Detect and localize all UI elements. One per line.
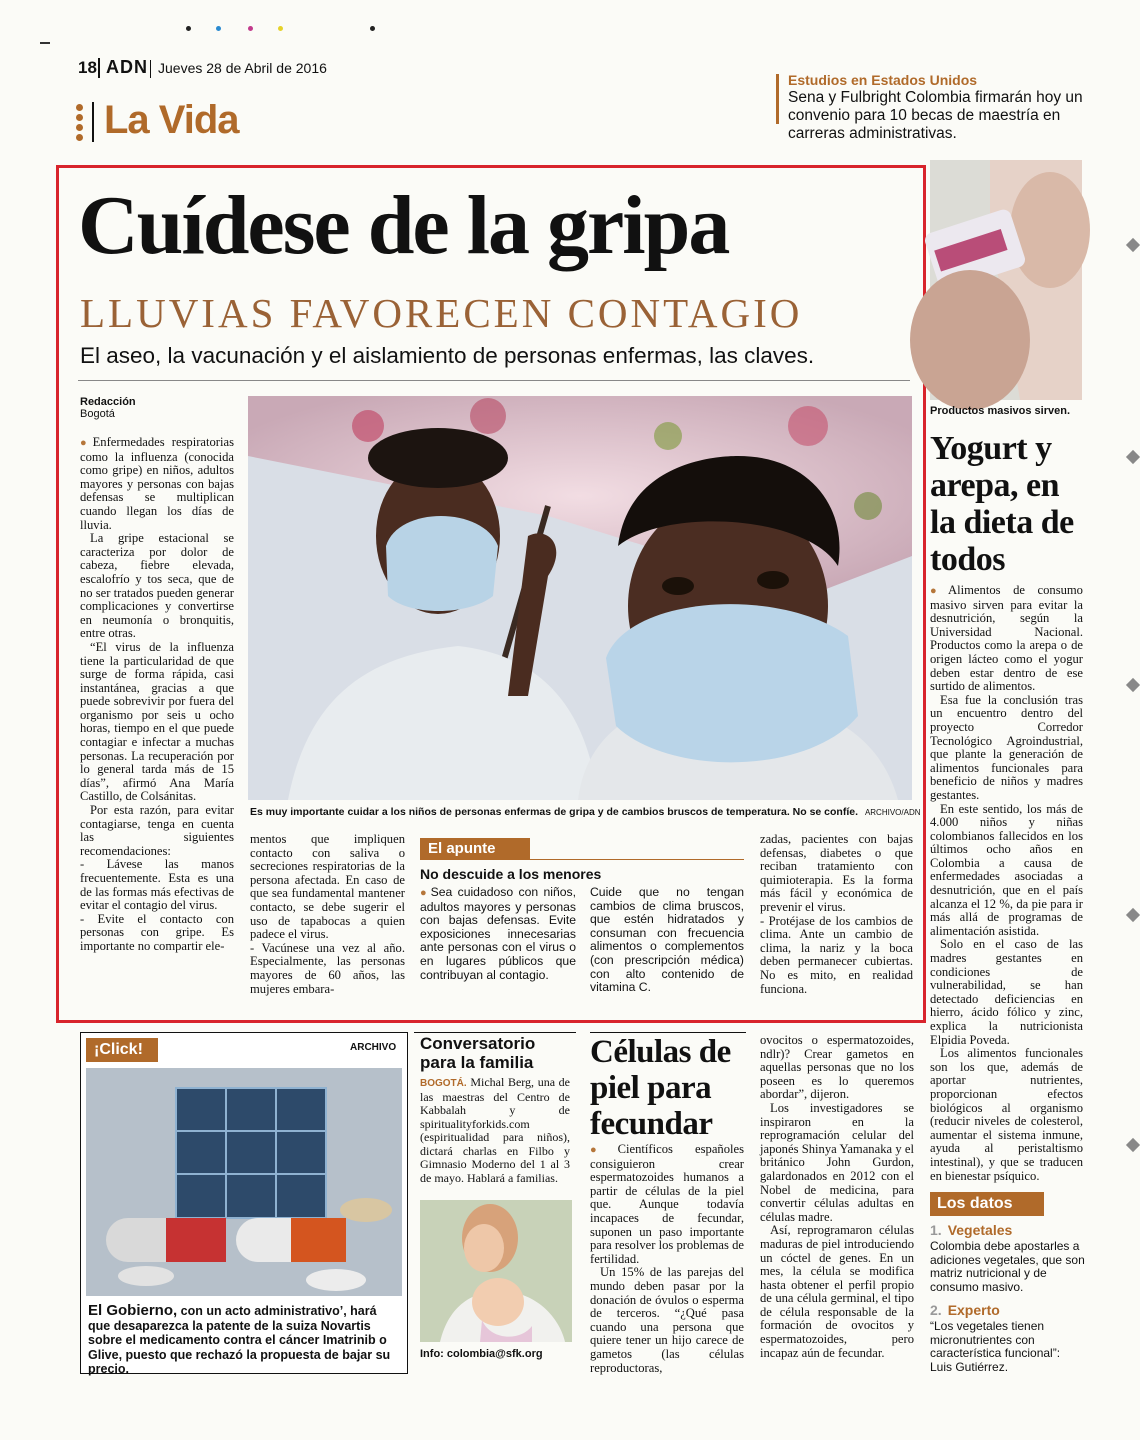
teaser-rule xyxy=(776,74,779,124)
dateline-city: Bogotá xyxy=(80,408,115,420)
click-lead: El Gobierno, xyxy=(88,1302,178,1319)
click-photo xyxy=(86,1068,402,1296)
main-column-1 xyxy=(80,436,234,954)
section-dots-icon xyxy=(76,104,84,142)
conversatorio-text: Michal Berg, una de las maestras del Centro de Kabbalah y de spiritualityforkids.com (espiritualidad para niños), dictará charlas en Filbo y Gimnasio Moderno del 1 al 3 de mayo. Hablará a familias. xyxy=(420,1075,570,1185)
brand-logo: ADN xyxy=(106,57,148,77)
datos-item-heading xyxy=(930,1302,1085,1318)
celulas-rule xyxy=(590,1032,746,1033)
datos-item-text: “Los vegetales tienen micronutrientes con característica funcional”: Luis Gutiérrez. xyxy=(930,1319,1061,1374)
apunte-rule xyxy=(530,859,744,860)
bullet-icon: ● xyxy=(590,1144,616,1156)
paragraph: Así, reprogramaron células maduras de piel introduciendo un cóctel de genes. En un mes, la célula se modifica hasta obtener el perfil propio de una célula germinal, el tipo de célula responsable de la formación de ovocitos y espermatozoides, pero incapaz aún de fecundar. xyxy=(760,1223,914,1360)
main-subhead: LLUVIAS FAVORECEN CONTAGIO xyxy=(80,290,803,336)
datos-item-title: Vegetales xyxy=(947,1222,1013,1238)
mother-and-child-image xyxy=(420,1200,572,1342)
photo-credit: ARCHIVO/ADN xyxy=(864,808,921,817)
main-photo xyxy=(248,396,912,800)
conversatorio-photo xyxy=(420,1200,572,1342)
deck-rule xyxy=(78,380,910,381)
section-title: La Vida xyxy=(104,98,239,142)
paragraph: Los alimentos funcionales son los que, además de aportar nutrientes, proporcionan efectos biológicos al organismo (reducir niveles de colesterol, aumentar el sistema inmune, ayuda al peristaltismo intestinal), y que se traducen en bienestar psíquico. xyxy=(930,1046,1083,1183)
paragraph: Esa fue la conclusión tras un encuentro dentro del proyecto Corredor Tecnológico Agroindustrial, que plante la generación de alimentos funcionales para beneficio de niños y madres gestantes. xyxy=(930,692,1083,802)
paragraph: zadas, pacientes con bajas defensas, diabetes o que reciban tratamiento con quimioterapia. Es la forma más fácil y económica de prevenir el virus. xyxy=(760,832,913,914)
bullet-icon: ● xyxy=(930,585,947,597)
apunte-title: No descuide a los menores xyxy=(420,866,602,882)
side-photo xyxy=(930,160,1082,400)
paragraph: Un 15% de las parejas del mundo deben pasar por la donación de óvulos o esperma de terceros. “¿Qué pasa cuando una persona que quiere tener un hijo carece de gametos (las células reproductoras, xyxy=(590,1265,744,1375)
side-body xyxy=(930,584,1083,1183)
paragraph: “El virus de la influenza tiene la particularidad de que surge de forma rápida, casi instantánea, gracias a que puede sobrevivir por fuera del organismo por seis u ocho horas, tiempo en el que puede contagiar e infectar a muchas personas. La recuperación por lo general tarda más de 15 días”, afirmó Ana María Castillo, de Colsánitas. xyxy=(80,639,234,804)
header-divider-2 xyxy=(150,60,151,78)
margin-marks xyxy=(0,0,20,1440)
datos-item-2 xyxy=(930,1302,1085,1374)
yogurt-drinker-image xyxy=(930,160,1082,400)
paragraph xyxy=(590,1143,744,1266)
click-tag: ¡Click! xyxy=(86,1038,158,1062)
paragraph-text: Científicos españoles consiguieron crear espermatozoides humanos a partir de células de la piel que. Aunque todavía incapaces de fecundar, suponen un paso importante para resolver los problemas de fertilidad. xyxy=(590,1142,744,1266)
paragraph: - Protéjase de los cambios de clima. Ante un cambio de clima, la nariz y la boca deben permanecer cubiertas. No es mito, en realidad funciona. xyxy=(760,913,913,996)
click-text xyxy=(88,1304,400,1377)
conversatorio-headline: Conversatorio para la familia xyxy=(420,1034,536,1072)
paragraph: La gripe estacional se caracteriza por dolor de cabeza, fiebre elevada, escalofrío y tos seca, que de no ser tratados pueden generar complicaciones y convertirse en neumonía o bronquitis, entre otras. xyxy=(80,531,234,641)
paragraph: En este sentido, los más de 4.000 niños y niñas colombianos fallecidos en los últimos ocho años en Colombia a causa de enfermedades asociadas a desnutrición, que en el país alcanza el 12 %, da pie para ir más allá de programas de alimentación asistida. xyxy=(930,801,1083,938)
main-column-4 xyxy=(760,833,913,996)
masked-women-image xyxy=(248,396,912,800)
paragraph-text: Alimentos de consumo masivo sirven para evitar la desnutrición, según la Universidad Nacional. Productos como la arepa o de origen lácteo como el yogur deben estar dentro de ese surtido de alimentos. xyxy=(930,583,1083,694)
datos-item-1 xyxy=(930,1222,1085,1294)
side-photo-caption: Productos masivos sirven. xyxy=(930,405,1070,417)
celulas-column-2 xyxy=(760,1034,914,1360)
byline: Redacción xyxy=(80,396,136,408)
bullet-icon: ● xyxy=(420,887,429,899)
celulas-column-1 xyxy=(590,1143,744,1375)
paragraph xyxy=(930,584,1083,694)
conversatorio-rule xyxy=(414,1032,576,1033)
paragraph-text: Enfermedades respiratorias como la influenza (conocida como gripe) en niños, adultos mayores y personas con bajas defensas se multiplican cuando llegan los días de lluvia. xyxy=(80,435,234,532)
paragraph xyxy=(80,436,234,532)
datos-item-text: Colombia debe apostarles a adiciones vegetales, que son matriz nutricional y de consumo masivo. xyxy=(930,1239,1085,1294)
datos-item-title: Experto xyxy=(947,1302,1000,1318)
datos-tag: Los datos xyxy=(930,1192,1044,1216)
paragraph: ovocitos o espermatozoides, ndlr)? Crear gametos en aquellas personas que no los poseen es lo queremos abordar”, dijeron. xyxy=(760,1033,914,1102)
header-divider xyxy=(98,58,100,78)
issue-date: Jueves 28 de Abril de 2016 xyxy=(158,60,327,76)
celulas-headline: Células de piel para fecundar xyxy=(590,1034,731,1142)
datos-item-number: 1. xyxy=(930,1222,942,1238)
paragraph: Por esta razón, para evitar contagiarse, tenga en cuenta las siguientes recomendaciones: xyxy=(80,803,234,858)
registration-marks xyxy=(180,24,380,34)
pills-and-cube-image xyxy=(86,1068,402,1296)
apunte-tag: El apunte xyxy=(420,838,530,860)
paragraph: Solo en el caso de las madres gestantes en condiciones de vulnerabilidad, se han detectado deficiencias en hierro, ácido fólico y zinc, explica la nutricionista Elpidia Poveda. xyxy=(930,937,1083,1047)
main-photo-caption xyxy=(250,806,921,818)
click-credit: ARCHIVO xyxy=(350,1042,397,1053)
apunte-text-a xyxy=(420,886,576,982)
paragraph: mentos que impliquen contacto con saliva o secreciones respiratorias de la persona afectada. En caso de que sea fundamental mantener contacto, se debe sugerir el uso de tapabocas a quien padece el virus. xyxy=(250,832,405,942)
caption-text: Es muy importante cuidar a los niños de personas enfermas de gripa y de cambios bruscos de temperatura. No se confíe. xyxy=(250,806,859,818)
bullet-icon: ● xyxy=(80,437,91,449)
apunte-text-a-content: Sea cuidadoso con niños, adultos mayores y personas con bajas defensas. Evite exposiciones innecesarias ante personas con el virus o en lugares públicos que contribuyan al contagio. xyxy=(420,885,576,982)
apunte-text-b: Cuide que no tengan cambios de clima bruscos, que estén hidratados y consuman con frecuencia alimentos o complementos (con prescripción médica) con alto contenido de vitamina C. xyxy=(590,885,744,995)
paragraph: - Evite el contacto con personas con gripe. Es importante no compartir ele- xyxy=(80,911,234,953)
click-body: con un acto administrativo’, hará que desaparezca la patente de la suiza Novartis sobre el medicamento contra el cáncer Imatrinib o Glive, puesto que rechazó la propuesta de bajar su precio. xyxy=(88,1304,391,1376)
teaser-kicker: Estudios en Estados Unidos xyxy=(788,72,978,88)
teaser-text: Sena y Fulbright Colombia firmarán hoy un convenio para 10 becas de maestría en carreras administrativas. xyxy=(788,89,1083,142)
right-edge-marks xyxy=(1124,230,1140,1230)
datos-item-number: 2. xyxy=(930,1302,942,1318)
main-deck: El aseo, la vacunación y el aislamiento de personas enfermas, las claves. xyxy=(80,343,815,368)
datos-item-heading xyxy=(930,1222,1085,1238)
conversatorio-info: Info: colombia@sfk.org xyxy=(420,1348,543,1360)
side-headline: Yogurt y arepa, en la dieta de todos xyxy=(930,430,1074,578)
conversatorio-dateline: BOGOTÁ. xyxy=(420,1078,467,1089)
main-column-2 xyxy=(250,833,405,996)
page-number: 18 xyxy=(78,58,97,77)
main-headline: Cuídese de la gripa xyxy=(78,179,729,272)
section-bar xyxy=(92,102,94,142)
paragraph: - Vacúnese una vez al año. Especialmente, las personas mayores de 60 años, las mujeres embara- xyxy=(250,940,405,996)
paragraph: Los investigadores se inspiraron en la reprogramación celular del japonés Shinya Yamanaka y el británico John Gurdon, galardonados en 2012 con el Nobel de medicina, para convertir células adultas en células madre. xyxy=(760,1100,914,1224)
paragraph: - Lávese las manos frecuentemente. Esta es una de las formas más efectivas de evitar el contagio del virus. xyxy=(80,857,234,913)
conversatorio-body xyxy=(420,1076,570,1185)
